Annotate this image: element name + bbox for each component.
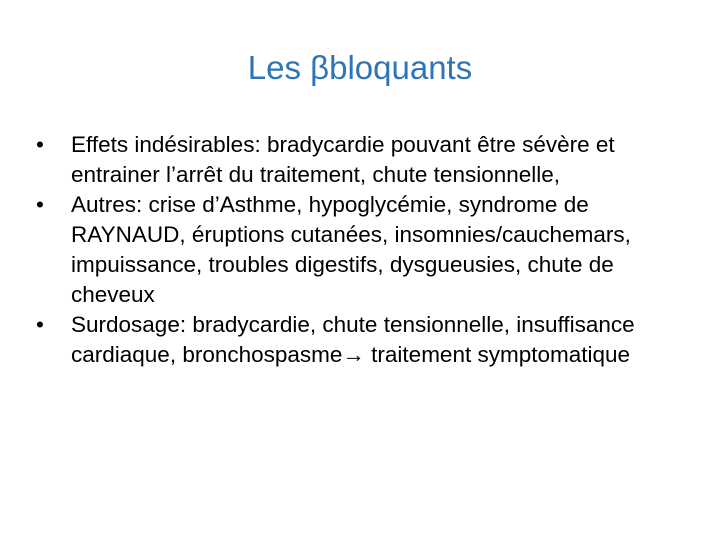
slide-title: Les βbloquants	[247, 49, 473, 86]
bullet-list	[36, 130, 686, 370]
bullet-text: Surdosage: bradycardie, chute tensionnelle, insuffisance cardiaque, bronchospasme→ traitement symptomatique	[71, 312, 635, 367]
bullet-marker: •	[36, 132, 44, 157]
bullet-item-others	[36, 190, 686, 310]
bullet-text: Autres: crise d’Asthme, hypoglycémie, syndrome de RAYNAUD, éruptions cutanées, insomnies/cauchemars, impuissance, troubles digestifs, dysgueusies, chute de cheveux	[71, 192, 631, 307]
bullet-marker: •	[36, 312, 44, 337]
bullet-item-overdose	[36, 310, 686, 370]
bullet-text: Effets indésirables: bradycardie pouvant être sévère et entrainer l’arrêt du traitement, chute tensionnelle,	[71, 132, 615, 187]
bullet-marker: •	[36, 192, 44, 217]
bullet-item-side-effects	[36, 130, 686, 190]
